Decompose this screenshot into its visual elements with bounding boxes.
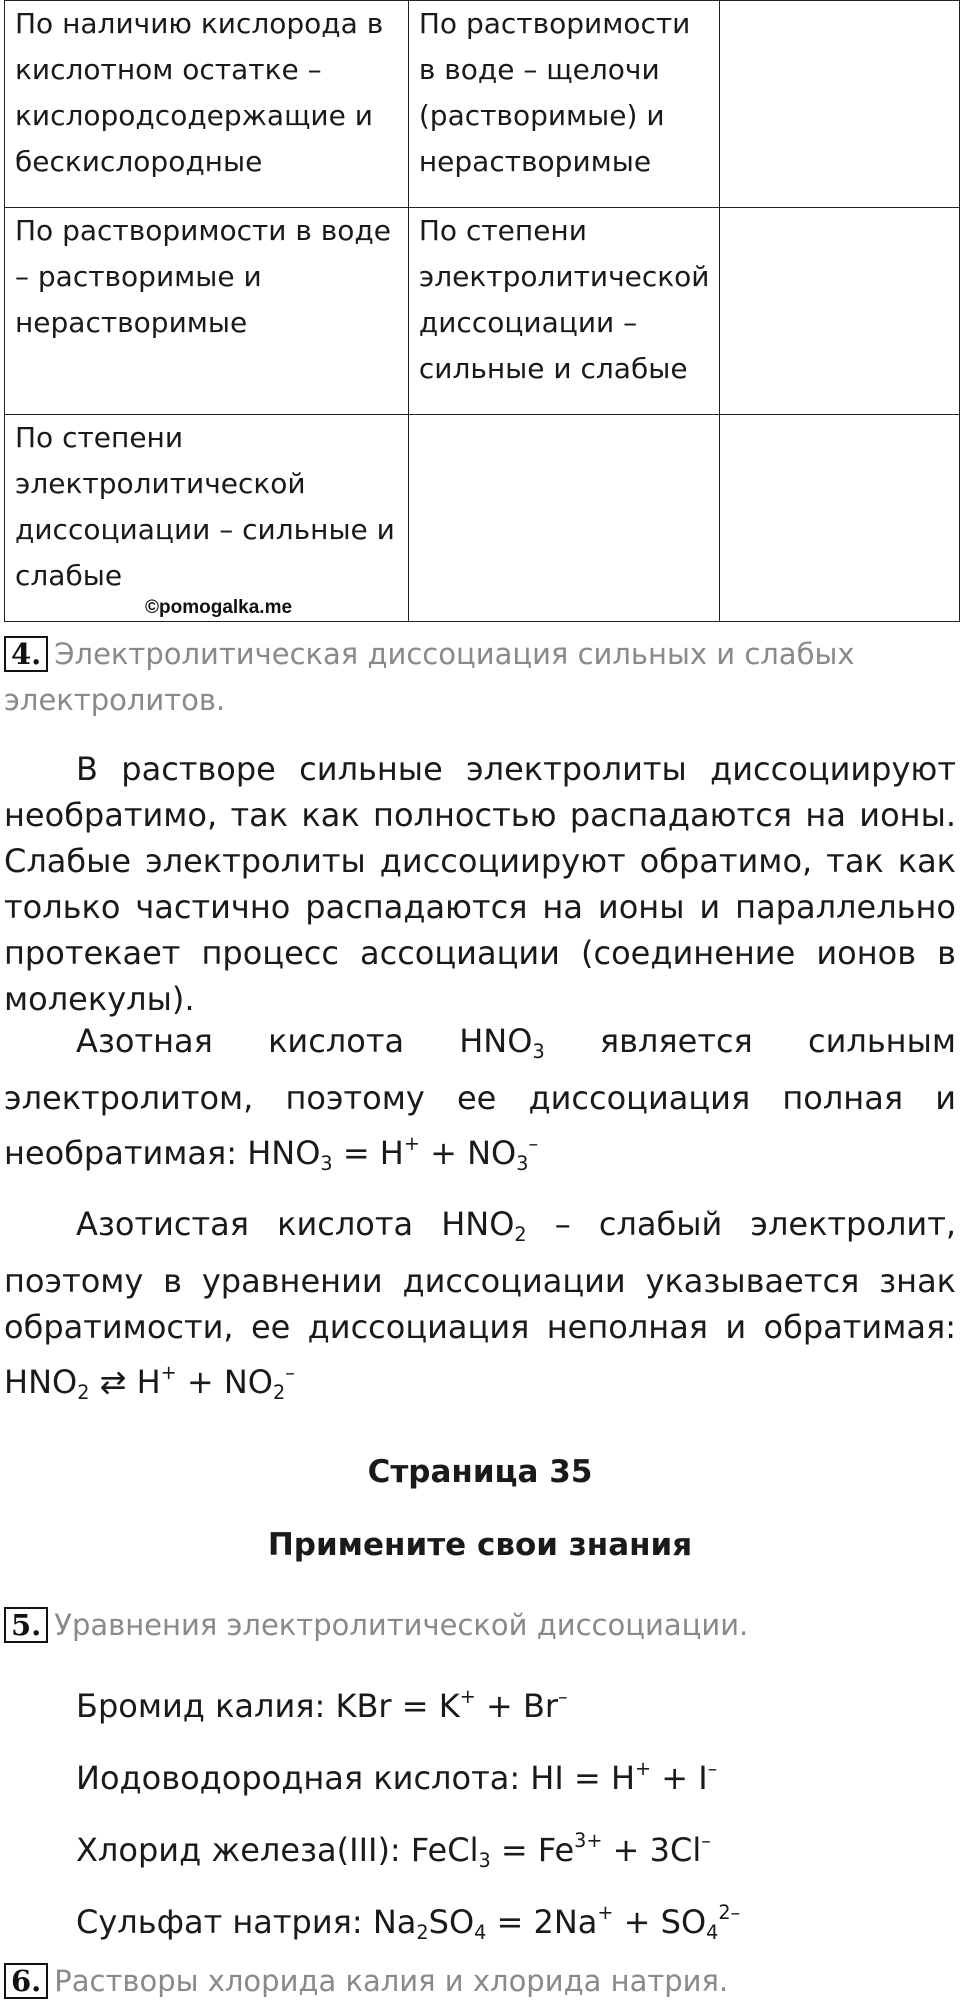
table-cell: По наличию кислорода в кислотном остатке – кислородсодержащие и бескислородные (5, 1, 409, 208)
table-row (5, 415, 960, 622)
table-cell (408, 415, 720, 622)
equation-line: Хлорид железа(III): FeCl$_3$ = $Fe^{3+} + 3Cl^-$ (76, 1829, 711, 1872)
task-title: Растворы хлорида калия и хлорида натрия. (54, 1964, 729, 1998)
table-row (5, 208, 960, 415)
task-5-header (4, 1602, 748, 1648)
answer-paragraph: В растворе сильные электролиты диссоциируют необратимо, так как полностью распадаются на ионы. Слабые электролиты диссоциируют обратимо, так как только частично распадаются на ионы и параллельно протекает процесс ассоциации (соединение ионов в молекулы). (4, 750, 956, 1018)
table-cell: По степени электролитической диссоциации – сильные и слабые (408, 208, 720, 415)
table-cell: По растворимости в воде – щелочи (растворимые) и нерастворимые (408, 1, 720, 208)
task-title-continued: электролитов. (4, 683, 226, 717)
task-number: 4. (4, 636, 48, 672)
task-number: 5. (4, 1607, 48, 1643)
equation-line: Иодоводородная кислота: HI = H+ + I– (76, 1757, 718, 1797)
table-cell: По растворимости в воде – растворимые и нерастворимые (5, 208, 409, 415)
answer-paragraph: Азотная кислота $HNO_3$ является сильным электролитом, поэтому ее диссоциация полная и необратимая: $HNO_3 = H^+ + NO_3^-$ (4, 1022, 957, 1175)
task-title: Уравнения электролитической диссоциации. (54, 1608, 749, 1642)
section-heading: Примените свои знания (267, 1527, 693, 1563)
watermark: ©pomogalka.me (145, 597, 293, 618)
equation-line: Сульфат натрия: $Na_2SO_4 = 2Na^+ + SO_4^{2-}$ (76, 1901, 741, 1944)
task-number: 6. (4, 1963, 48, 1999)
page-heading: Страница 35 (367, 1454, 593, 1490)
task-6-header (4, 1958, 728, 2004)
table-cell-text: По степени электролитической диссоциации – сильные и слабые (15, 421, 395, 592)
table-cell (720, 415, 960, 622)
classification-table (4, 0, 960, 622)
table-cell (5, 415, 409, 622)
task-title: Электролитическая диссоциация сильных и слабых (54, 637, 855, 671)
task-4-header (4, 631, 855, 723)
answer-paragraph: Азотистая кислота $HNO_2$ – слабый электролит, поэтому в уравнении диссоциации указывается знак обратимости, ее диссоциация неполная и обратимая: $HNO_2$ ⇄ $H^+ + NO_2^-$ (4, 1205, 957, 1404)
table-cell (720, 208, 960, 415)
equation-line: Бромид калия: KBr = K+ + Br– (76, 1685, 568, 1725)
table-row (5, 1, 960, 208)
table-cell (720, 1, 960, 208)
